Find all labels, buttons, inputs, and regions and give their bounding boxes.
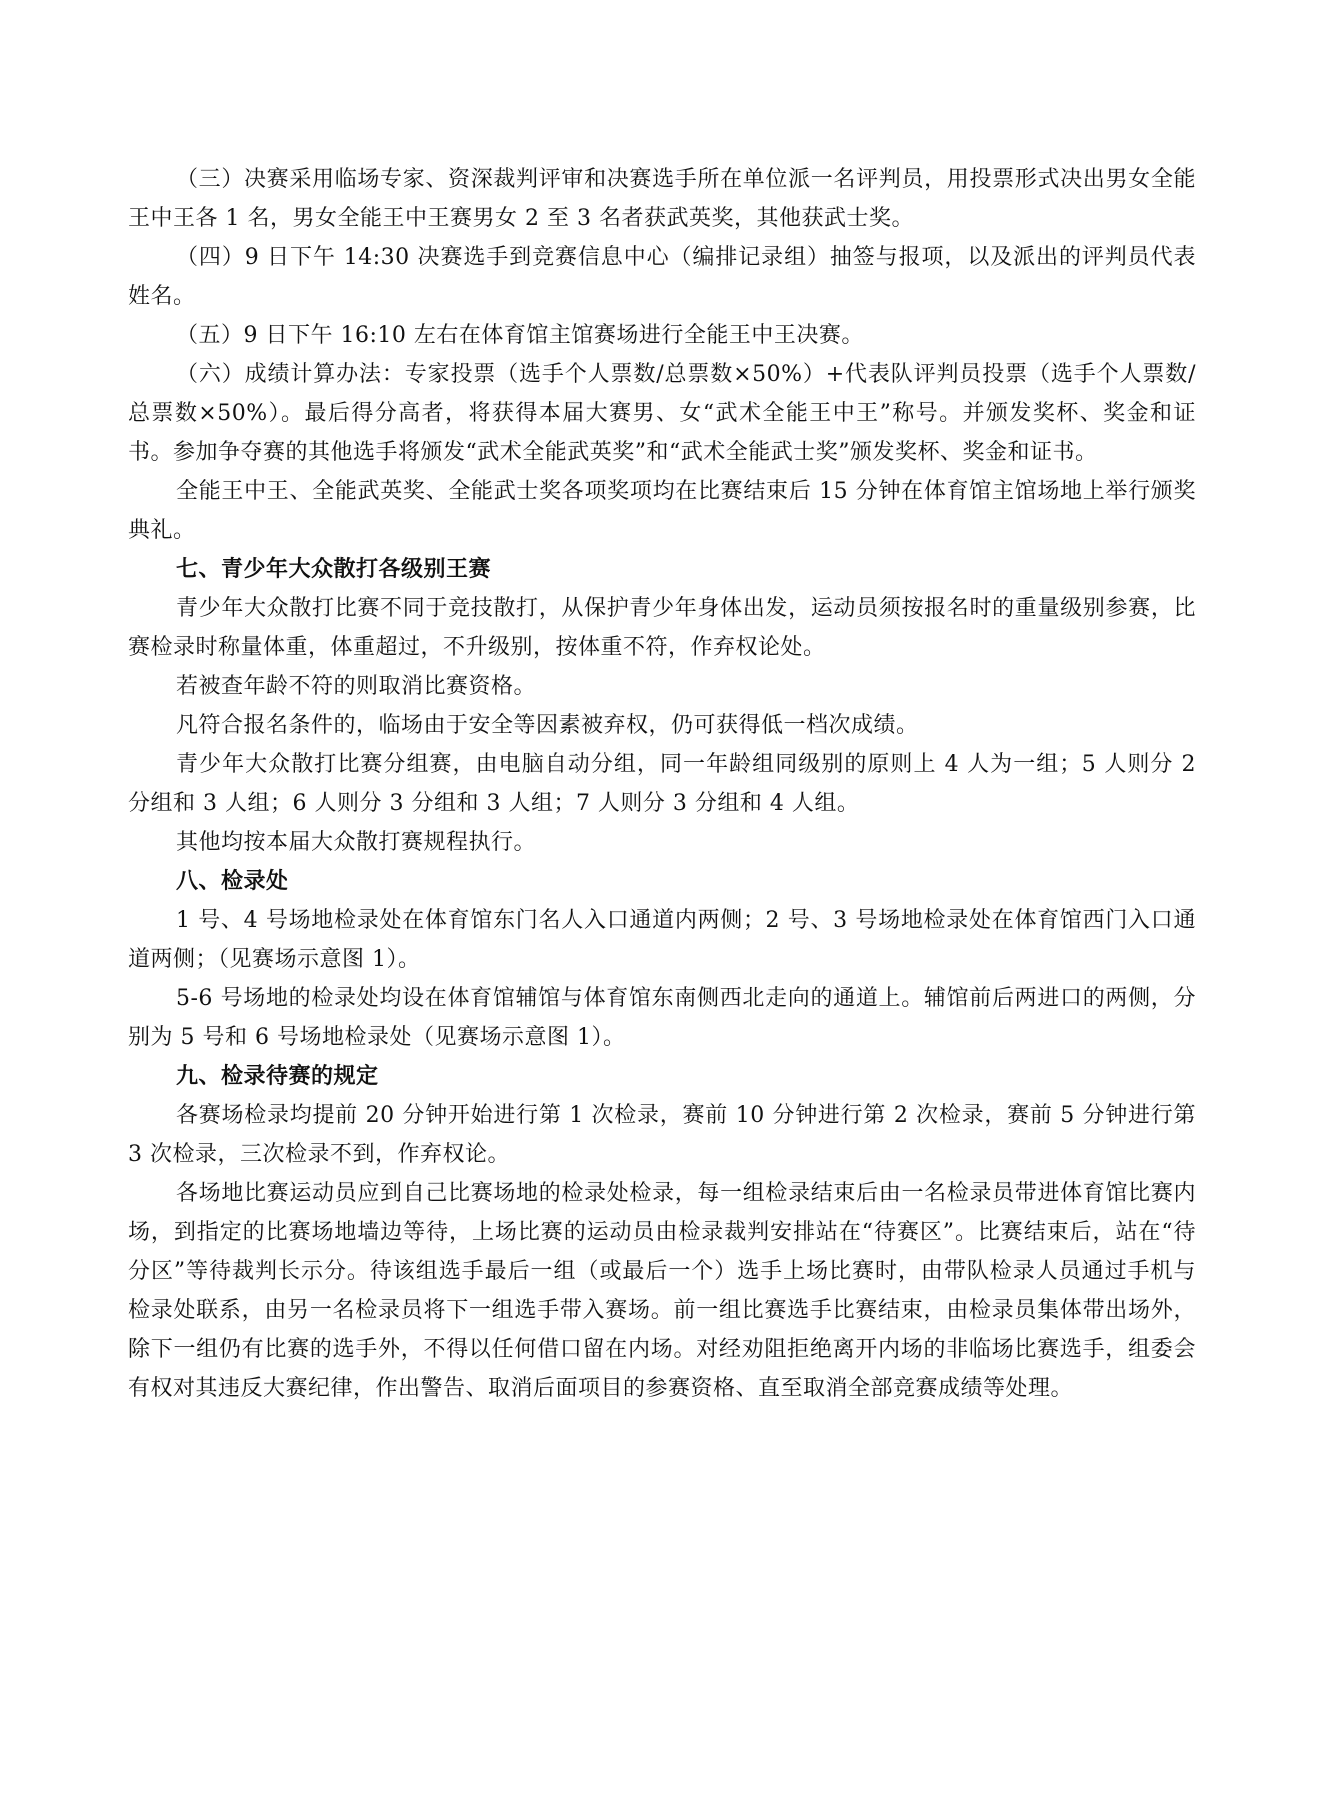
section-heading-9: 九、检录待赛的规定 <box>176 1064 379 1089</box>
section-heading-7: 七、青少年大众散打各级别王赛 <box>176 557 492 582</box>
paragraph-checkin-locations: 1 号、4 号场地检录处在体育馆东门名人入口通道内两侧；2 号、3 号场地检录处在体育馆西门入口通道两侧；（见赛场示意图 1）。 <box>128 908 1196 972</box>
section-heading-8: 八、检录处 <box>176 869 289 894</box>
paragraph-final-voting: （三）决赛采用临场专家、资深裁判评审和决赛选手所在单位派一名评判员，用投票形式决出男女全能王中王各 1 名，男女全能王中王赛男女 2 至 3 名者获武英奖，其他获武士奖。 <box>128 167 1196 231</box>
paragraph-draw-registration: （四）9 日下午 14:30 决赛选手到竞赛信息中心（编排记录组）抽签与报项，以及派出的评判员代表姓名。 <box>128 245 1196 309</box>
paragraph-weight-class: 青少年大众散打比赛不同于竞技散打，从保护青少年身体出发，运动员须按报名时的重量级别参赛，比赛检录时称量体重，体重超过，不升级别，按体重不符，作弃权论处。 <box>128 596 1196 660</box>
paragraph-grouping: 青少年大众散打比赛分组赛，由电脑自动分组，同一年龄组同级别的原则上 4 人为一组；5 人则分 2 分组和 3 人组；6 人则分 3 分组和 3 人组；7 人则分 3 分组和 4 人组。 <box>128 752 1196 816</box>
paragraph-award-ceremony: 全能王中王、全能武英奖、全能武士奖各项奖项均在比赛结束后 15 分钟在体育馆主馆场地上举行颁奖典礼。 <box>128 479 1196 543</box>
paragraph-final-time: （五）9 日下午 16:10 左右在体育馆主馆赛场进行全能王中王决赛。 <box>176 323 864 348</box>
paragraph-other-rules: 其他均按本届大众散打赛规程执行。 <box>176 830 537 855</box>
paragraph-forfeit: 凡符合报名条件的，临场由于安全等因素被弃权，仍可获得低一档次成绩。 <box>176 713 919 738</box>
paragraph-age-check: 若被查年龄不符的则取消比赛资格。 <box>176 674 537 699</box>
document-page <box>128 160 1196 1408</box>
paragraph-checkin-timing: 各赛场检录均提前 20 分钟开始进行第 1 次检录，赛前 10 分钟进行第 2 次检录，赛前 5 分钟进行第 3 次检录，三次检录不到，作弃权论。 <box>128 1103 1196 1167</box>
paragraph-checkin-procedure: 各场地比赛运动员应到自己比赛场地的检录处检录，每一组检录结束后由一名检录员带进体育馆比赛内场，到指定的比赛场地墙边等待，上场比赛的运动员由检录裁判安排站在“待赛区”。比赛结束后，站在“待分区”等待裁判长示分。待该组选手最后一组（或最后一个）选手上场比赛时，由带队检录人员通过手机与检录处联系，由另一名检录员将下一组选手带入赛场。前一组比赛选手比赛结束，由检录员集体带出场外，除下一组仍有比赛的选手外，不得以任何借口留在内场。对经劝阻拒绝离开内场的非临场比赛选手，组委会有权对其违反大赛纪律，作出警告、取消后面项目的参赛资格、直至取消全部竞赛成绩等处理。 <box>128 1181 1196 1401</box>
paragraph-score-calculation: （六）成绩计算办法：专家投票（选手个人票数/总票数×50%）+代表队评判员投票（选手个人票数/总票数×50%）。最后得分高者，将获得本届大赛男、女“武术全能王中王”称号。并颁发奖杯、奖金和证书。参加争夺赛的其他选手将颁发“武术全能武英奖”和“武术全能武士奖”颁发奖杯、奖金和证书。 <box>128 362 1196 465</box>
paragraph-checkin-5-6: 5-6 号场地的检录处均设在体育馆辅馆与体育馆东南侧西北走向的通道上。辅馆前后两进口的两侧，分别为 5 号和 6 号场地检录处（见赛场示意图 1）。 <box>128 986 1196 1050</box>
